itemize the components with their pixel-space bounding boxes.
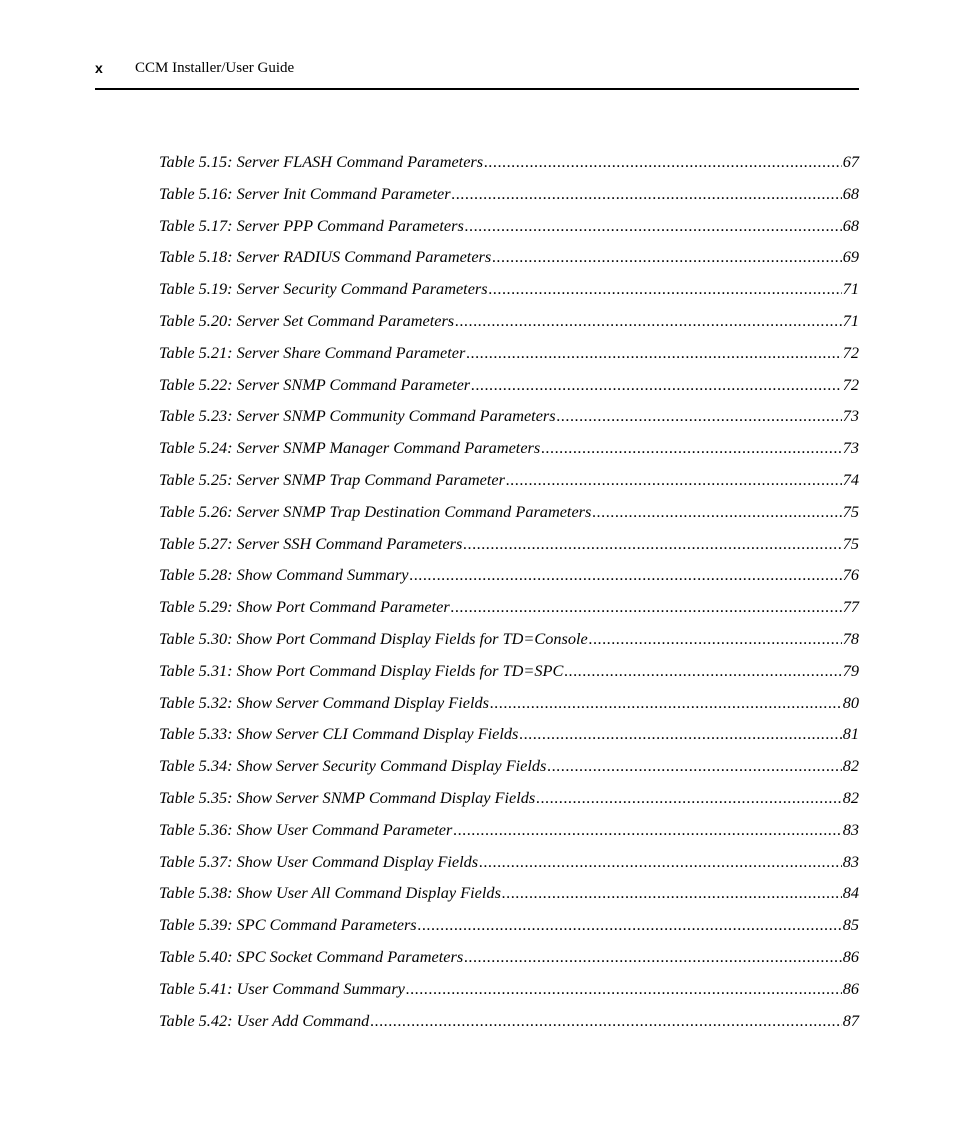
toc-entry-title: Table 5.28: Show Command Summary (159, 565, 409, 585)
toc-entry[interactable] (159, 1011, 859, 1043)
dot-leader (463, 534, 841, 554)
dot-leader (506, 470, 842, 490)
toc-entry[interactable] (159, 565, 859, 597)
page-number: x (95, 60, 103, 76)
toc-entry-title: Table 5.16: Server Init Command Parameter (159, 183, 451, 203)
toc-entry[interactable] (159, 216, 859, 248)
toc-entry-title: Table 5.29: Show Port Command Parameter (159, 597, 450, 617)
toc-entry-title: Table 5.25: Server SNMP Trap Command Parameter (159, 469, 505, 489)
toc-entry[interactable] (159, 502, 859, 534)
dot-leader (502, 883, 842, 903)
toc-entry-page-number: 74 (842, 469, 859, 489)
toc-entry-page-number: 85 (842, 915, 859, 935)
toc-entry-page-number: 86 (842, 978, 859, 998)
toc-entry[interactable] (159, 406, 859, 438)
dot-leader (465, 216, 842, 236)
toc-entry[interactable] (159, 852, 859, 884)
toc-entry-title: Table 5.22: Server SNMP Command Parameter (159, 374, 471, 394)
toc-entry[interactable] (159, 534, 859, 566)
dot-leader (547, 756, 841, 776)
toc-entry[interactable] (159, 152, 859, 184)
dot-leader (418, 915, 842, 935)
list-of-tables (159, 152, 859, 1042)
toc-entry[interactable] (159, 724, 859, 756)
toc-entry-title: Table 5.19: Server Security Command Parameters (159, 279, 488, 299)
toc-entry-page-number: 82 (842, 756, 859, 776)
toc-entry-title: Table 5.32: Show Server Command Display Fields (159, 692, 489, 712)
toc-entry-page-number: 82 (842, 787, 859, 807)
dot-leader (455, 311, 842, 331)
toc-entry-page-number: 80 (842, 692, 859, 712)
toc-entry-title: Table 5.27: Server SSH Command Parameters (159, 533, 463, 553)
toc-entry[interactable] (159, 693, 859, 725)
toc-entry-page-number: 73 (842, 406, 859, 426)
toc-entry[interactable] (159, 597, 859, 629)
toc-entry-page-number: 68 (842, 183, 859, 203)
toc-entry[interactable] (159, 470, 859, 502)
toc-entry-title: Table 5.33: Show Server CLI Command Display Fields (159, 724, 519, 744)
document-title: CCM Installer/User Guide (135, 60, 295, 76)
toc-entry-page-number: 75 (842, 533, 859, 553)
toc-entry-title: Table 5.18: Server RADIUS Command Parameters (159, 247, 492, 267)
toc-entry-page-number: 84 (842, 883, 859, 903)
toc-entry-title: Table 5.23: Server SNMP Community Command Parameters (159, 406, 556, 426)
toc-entry[interactable] (159, 438, 859, 470)
toc-entry-title: Table 5.20: Server Set Command Parameters (159, 310, 455, 330)
toc-entry-title: Table 5.36: Show User Command Parameter (159, 819, 453, 839)
toc-entry-page-number: 86 (842, 946, 859, 966)
toc-entry[interactable] (159, 311, 859, 343)
toc-entry-title: Table 5.40: SPC Socket Command Parameters (159, 946, 464, 966)
dot-leader (484, 152, 842, 172)
dot-leader (519, 724, 841, 744)
dot-leader (479, 852, 842, 872)
dot-leader (466, 343, 841, 363)
dot-leader (564, 661, 841, 681)
dot-leader (370, 1011, 841, 1031)
toc-entry[interactable] (159, 279, 859, 311)
toc-entry-page-number: 72 (842, 374, 859, 394)
toc-entry-page-number: 81 (842, 724, 859, 744)
dot-leader (536, 788, 841, 808)
toc-entry-page-number: 67 (842, 152, 859, 171)
toc-entry-title: Table 5.17: Server PPP Command Parameters (159, 215, 464, 235)
dot-leader (592, 502, 841, 522)
dot-leader (492, 247, 841, 267)
toc-entry-title: Table 5.30: Show Port Command Display Fields for TD=Console (159, 628, 588, 648)
toc-entry[interactable] (159, 343, 859, 375)
toc-entry-page-number: 83 (842, 851, 859, 871)
toc-entry-page-number: 87 (842, 1010, 859, 1030)
dot-leader (490, 693, 842, 713)
toc-entry[interactable] (159, 788, 859, 820)
dot-leader (589, 629, 842, 649)
toc-entry[interactable] (159, 184, 859, 216)
page-header (95, 58, 859, 90)
toc-entry[interactable] (159, 247, 859, 279)
dot-leader (464, 947, 842, 967)
toc-entry[interactable] (159, 947, 859, 979)
toc-entry-page-number: 75 (842, 501, 859, 521)
toc-entry[interactable] (159, 661, 859, 693)
dot-leader (410, 565, 842, 585)
toc-entry-title: Table 5.15: Server FLASH Command Parameters (159, 152, 484, 171)
toc-entry-page-number: 76 (842, 565, 859, 585)
toc-entry-page-number: 77 (842, 597, 859, 617)
toc-entry-page-number: 71 (842, 279, 859, 299)
toc-entry[interactable] (159, 820, 859, 852)
dot-leader (471, 375, 842, 395)
toc-entry-title: Table 5.24: Server SNMP Manager Command Parameters (159, 438, 541, 458)
toc-entry-title: Table 5.35: Show Server SNMP Command Display Fields (159, 787, 536, 807)
toc-entry-title: Table 5.34: Show Server Security Command Display Fields (159, 756, 547, 776)
dot-leader (406, 979, 842, 999)
toc-entry-title: Table 5.38: Show User All Command Display Fields (159, 883, 501, 903)
toc-entry-title: Table 5.39: SPC Command Parameters (159, 915, 417, 935)
dot-leader (489, 279, 842, 299)
dot-leader (451, 597, 842, 617)
toc-entry-title: Table 5.26: Server SNMP Trap Destination Command Parameters (159, 501, 592, 521)
toc-entry-page-number: 69 (842, 247, 859, 267)
dot-leader (453, 820, 841, 840)
toc-entry[interactable] (159, 629, 859, 661)
toc-entry-page-number: 78 (842, 628, 859, 648)
toc-entry-title: Table 5.31: Show Port Command Display Fields for TD=SPC (159, 660, 564, 680)
toc-entry-page-number: 68 (842, 215, 859, 235)
toc-entry-title: Table 5.41: User Command Summary (159, 978, 405, 998)
toc-entry[interactable] (159, 756, 859, 788)
toc-entry-page-number: 71 (842, 310, 859, 330)
toc-entry-page-number: 79 (842, 660, 859, 680)
toc-entry-title: Table 5.42: User Add Command (159, 1010, 370, 1030)
toc-entry[interactable] (159, 915, 859, 947)
toc-entry-title: Table 5.37: Show User Command Display Fields (159, 851, 479, 871)
dot-leader (557, 406, 842, 426)
toc-entry[interactable] (159, 883, 859, 915)
dot-leader (452, 184, 842, 204)
toc-entry[interactable] (159, 979, 859, 1011)
toc-entry-page-number: 73 (842, 438, 859, 458)
dot-leader (541, 438, 841, 458)
toc-entry-title: Table 5.21: Server Share Command Parameter (159, 342, 466, 362)
toc-entry[interactable] (159, 375, 859, 407)
toc-entry-page-number: 72 (842, 342, 859, 362)
toc-entry-page-number: 83 (842, 819, 859, 839)
